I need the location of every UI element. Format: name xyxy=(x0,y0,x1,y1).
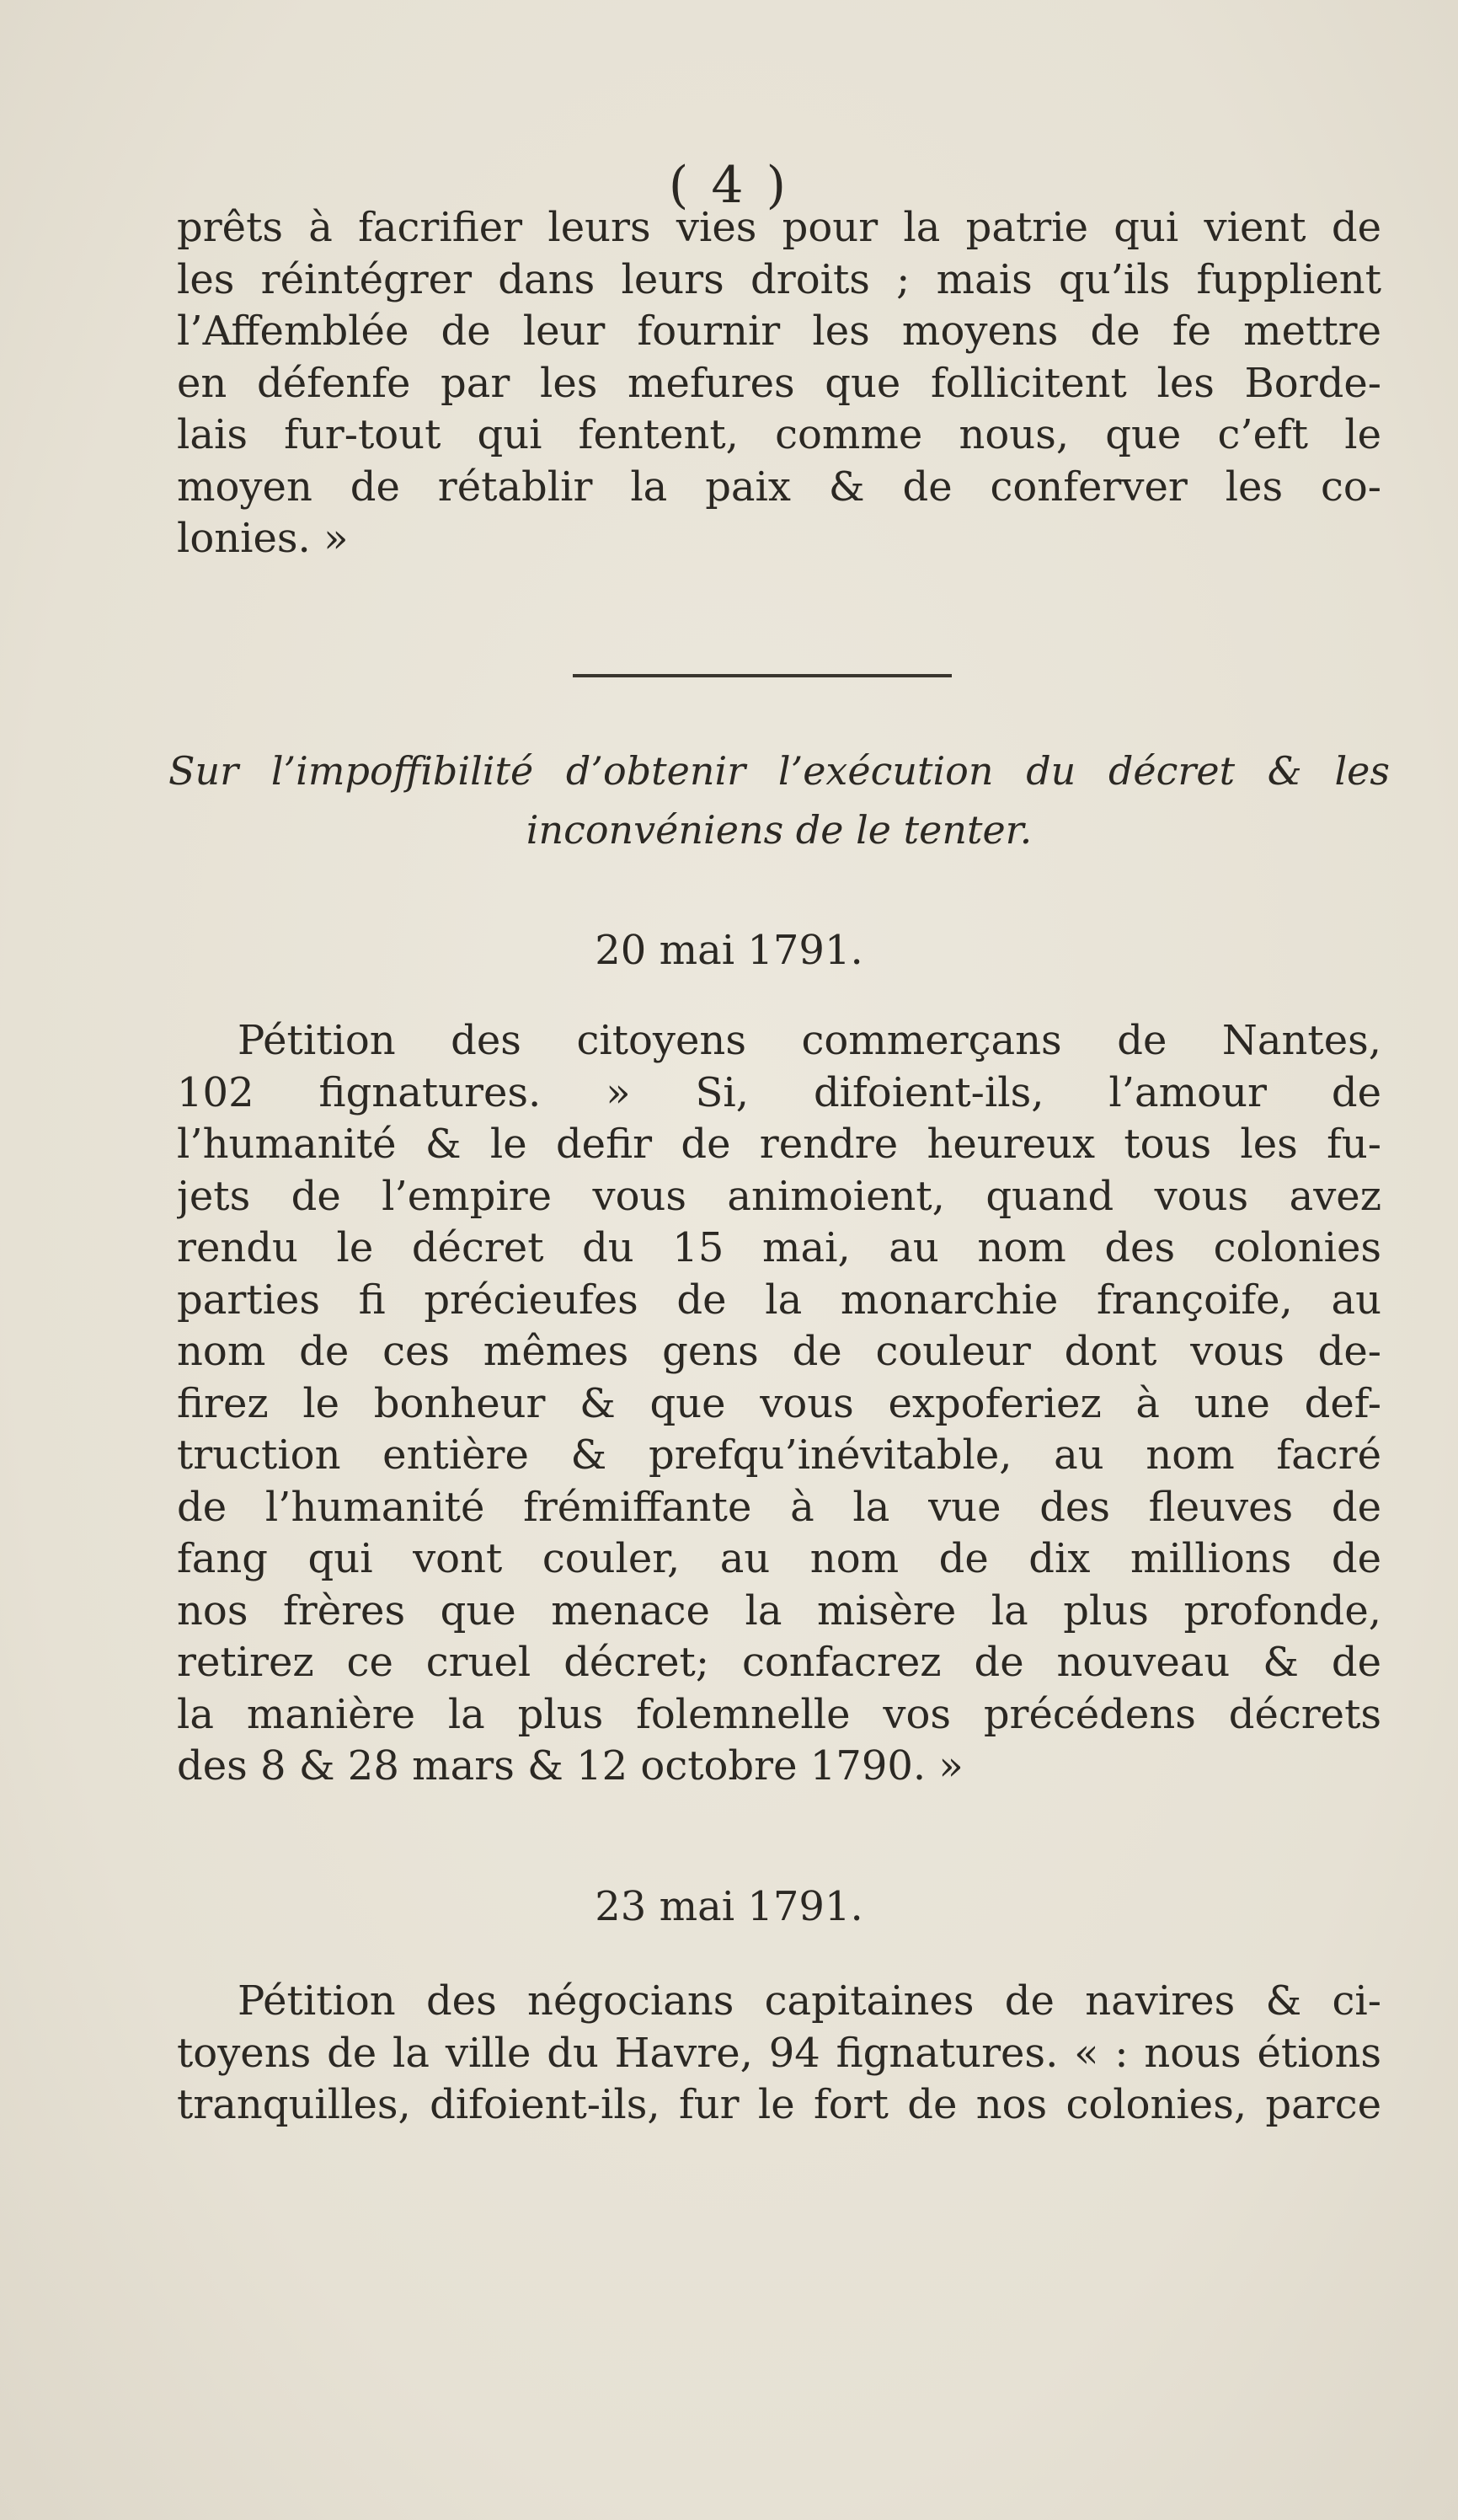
text-line: de l’humanité frémiffante à la vue des fleuves de xyxy=(177,1483,1381,1531)
text-line: Pétition des citoyens commerçans de Nantes, xyxy=(238,1017,1381,1064)
text-line: prêts à facrifier leurs vies pour la patrie qui vient de xyxy=(177,204,1381,251)
entry-date: 20 mai 1791. xyxy=(595,927,863,974)
text-line: nos frères que menace la misère la plus profonde, xyxy=(177,1586,1381,1635)
text-line: fang qui vont couler, au nom de dix millions de xyxy=(177,1535,1381,1582)
petition-nantes xyxy=(177,1015,1381,1793)
section-heading-line: inconvéniens de le tenter. xyxy=(526,807,1033,853)
text-line: la manière la plus folemnelle vos précédens décrets xyxy=(177,1690,1381,1738)
page-number: ( 4 ) xyxy=(668,156,790,215)
text-line: l’humanité & le defir de rendre heureux tous les fu- xyxy=(177,1121,1381,1168)
text-line: les réintégrer dans leurs droits ; mais qu’ils fupplient xyxy=(177,255,1381,303)
text-line: Pétition des négocians capitaines de navires & ci- xyxy=(238,1977,1381,2025)
text-line: rendu le décret du 15 mai, au nom des colonies xyxy=(177,1224,1381,1271)
text-line: retirez ce cruel décret; confacrez de nouveau & de xyxy=(177,1639,1381,1686)
text-line: firez le bonheur & que vous expoferiez à une def- xyxy=(177,1379,1381,1427)
text-line: lonies. » xyxy=(177,515,349,562)
text-line: 102 fignatures. » Si, difoient-ils, l’amour de xyxy=(177,1068,1381,1116)
section-heading xyxy=(168,741,1390,859)
text-line: truction entière & prefqu’inévitable, au nom facré xyxy=(177,1431,1381,1479)
section-divider xyxy=(573,674,952,677)
text-line: moyen de rétablir la paix & de conferver les co- xyxy=(177,463,1381,511)
entry-date: 23 mai 1791. xyxy=(595,1883,863,1930)
text-line: en défenfe par les mefures que follicitent les Borde- xyxy=(177,359,1381,407)
petition-havre xyxy=(177,1976,1381,2132)
text-line: nom de ces mêmes gens de couleur dont vous de- xyxy=(177,1328,1381,1375)
text-line: lais fur-tout qui fentent, comme nous, que c’eft le xyxy=(177,411,1381,458)
section-heading-line: Sur l’impoffibilité d’obtenir l’exécution du décret & les xyxy=(168,748,1390,794)
text-line: l’Affemblée de leur fournir les moyens de fe mettre xyxy=(177,308,1381,355)
text-line: jets de l’empire vous animoient, quand vous avez xyxy=(177,1172,1381,1220)
text-line: tranquilles, difoient-ils, fur le fort de nos colonies, parce xyxy=(177,2081,1381,2128)
text-line: des 8 & 28 mars & 12 octobre 1790. » xyxy=(177,1742,964,1790)
intro-paragraph xyxy=(177,202,1381,565)
text-line: parties fi précieufes de la monarchie françoife, au xyxy=(177,1276,1381,1324)
text-line: toyens de la ville du Havre, 94 fignatures. « : nous étions xyxy=(177,2029,1381,2077)
